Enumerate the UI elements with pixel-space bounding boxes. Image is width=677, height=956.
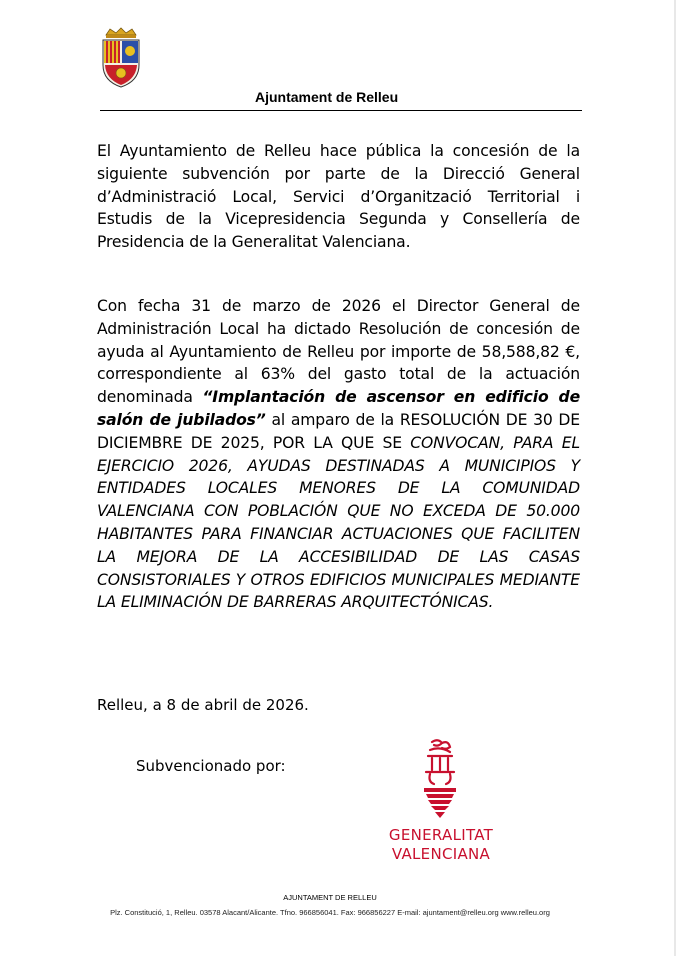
footer-address: Plz. Constitució, 1, Relleu. 03578 Alacant/Alicante. Tfno. 966856041. Fax: 966856227 E-mail: ajuntament@relleu.org www.relleu.org xyxy=(110,908,550,917)
page-edge xyxy=(674,0,676,956)
subsidized-by-label: Subvencionado por: xyxy=(136,757,286,775)
page-title: Ajuntament de Relleu xyxy=(255,89,399,105)
resolution-paragraph xyxy=(97,295,580,614)
footer-title: AJUNTAMENT DE RELLEU xyxy=(283,893,377,902)
resolution-title: CONVOCAN, PARA EL EJERCICIO 2026, AYUDAS DESTINADAS A MUNICIPIOS Y ENTIDADES LOCALES MENORES DE LA COMUNIDAD VALENCIANA CON POBLACIÓN QUE NO EXCEDA DE 50.000 HABITANTES PARA FINANCIAR ACTUACIONES QUE FACILITEN LA MEJORA DE LA ACCESIBILIDAD DE LAS CASAS CONSISTORIALES Y OTROS EDIFICIOS MUNICIPALES MEDIANTE LA ELIMINACIÓN DE BARRERAS ARQUITECTÓNICAS. xyxy=(97,433,580,612)
logo-line-1: GENERALITAT xyxy=(388,826,494,844)
resolution-intro: Con fecha 31 de marzo de 2026 el Director General de Administración Local ha dictado Resolución de concesión de ayuda al Ayuntamiento de Relleu por importe de 58,588,82 €, correspondiente al 63% del gasto total de la actuación denominada xyxy=(97,297,580,407)
coat-of-arms-icon xyxy=(100,27,142,89)
resolution-reference: al amparo de la RESOLUCIÓN DE 30 DE DICIEMBRE DE 2025, POR LA QUE SE xyxy=(97,410,580,452)
header-divider xyxy=(100,110,582,111)
generalitat-valenciana-logo-text xyxy=(382,826,500,864)
date-line: Relleu, a 8 de abril de 2026. xyxy=(97,696,309,714)
announcement-paragraph: El Ayuntamiento de Relleu hace pública la concesión de la siguiente subvención por parte de la Direcció General d’Administració Local, Servici d’Organització Territorial i Estudis de la Vicepresidencia Segunda y Consellería de Presidencia de la Generalitat Valenciana. xyxy=(97,142,580,252)
project-name: “Implantación de ascensor en edificio de salón de jubilados” xyxy=(97,388,580,429)
logo-line-2: VALENCIANA xyxy=(391,845,491,863)
generalitat-valenciana-emblem-icon xyxy=(418,738,462,820)
